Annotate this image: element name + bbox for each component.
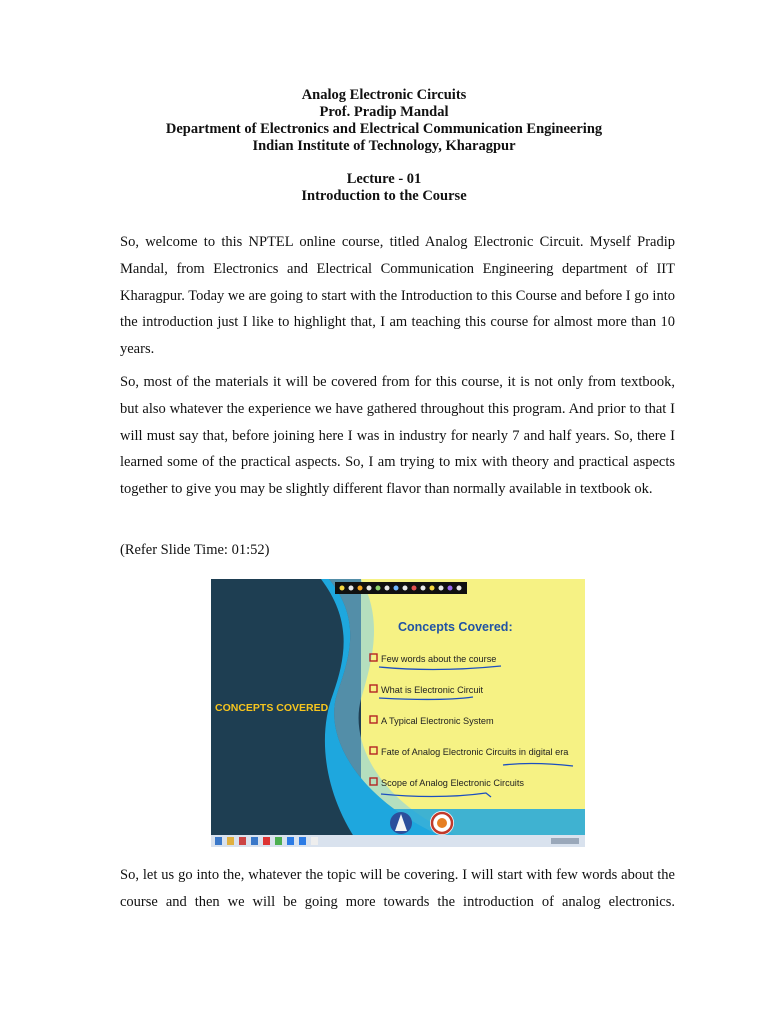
slide-left-title: CONCEPTS COVERED xyxy=(215,702,329,714)
svg-text:A Typical Electronic System: A Typical Electronic System xyxy=(381,716,494,726)
lecture-number: Lecture - 01 xyxy=(346,171,422,187)
svg-text:What is Electronic Circuit: What is Electronic Circuit xyxy=(381,685,484,695)
professor-name: Prof. Pradip Mandal xyxy=(319,104,449,120)
slide-nptel-logo xyxy=(430,811,454,835)
slide-toolbar xyxy=(335,582,467,594)
paragraph-materials: So, most of the materials it will be covered from for this course, it is not only from textbook, but also whatever the experience we have gathered throughout this program. And prior to that I will must say that, before joining here I was in industry for nearly 7 and half years. So, there I learned some of the practical aspects. So, I am trying to mix with theory and practical aspects together to give you may be slightly different flavor than normally available in textbook ok. xyxy=(120,374,675,498)
paragraph-topics: So, let us go into the, whatever the topic will be covering. I will start with few words about the course and then we will be going more towards the introduction of analog electronics. xyxy=(120,867,675,910)
svg-text:Fate of Analog Electronic Circ: Fate of Analog Electronic Circuits in digital era xyxy=(381,747,569,757)
slide-item-4 xyxy=(370,778,524,788)
slide-time-reference: (Refer Slide Time: 01:52) xyxy=(120,542,270,558)
svg-text:Scope of Analog Electronic Cir: Scope of Analog Electronic Circuits xyxy=(381,778,524,788)
slide-item-3 xyxy=(370,747,569,757)
svg-text:Few words about the course: Few words about the course xyxy=(381,654,497,664)
document-header xyxy=(0,87,768,205)
header-gap xyxy=(0,155,768,171)
slide-iit-logo xyxy=(390,812,412,834)
lecture-title: Introduction to the Course xyxy=(301,188,467,204)
lecture-slide-image xyxy=(211,579,585,847)
institute-name: Indian Institute of Technology, Kharagpur xyxy=(252,138,516,154)
slide-item-2 xyxy=(370,716,494,726)
slide-right-heading: Concepts Covered: xyxy=(398,620,513,634)
course-title: Analog Electronic Circuits xyxy=(301,87,467,103)
paragraph-welcome: So, welcome to this NPTEL online course, titled Analog Electronic Circuit. Myself Pradip Mandal, from Electronics and Electrical Communication Engineering department of IIT Kharagpur. Today we are going to start with the Introduction to this Course and before I go into the introduction just I like to highlight that, I am teaching this course for almost more than 10 years. xyxy=(120,234,675,358)
slide-item-1 xyxy=(370,685,484,695)
slide-item-0 xyxy=(370,654,496,664)
department-name: Department of Electronics and Electrical Communication Engineering xyxy=(165,121,603,137)
